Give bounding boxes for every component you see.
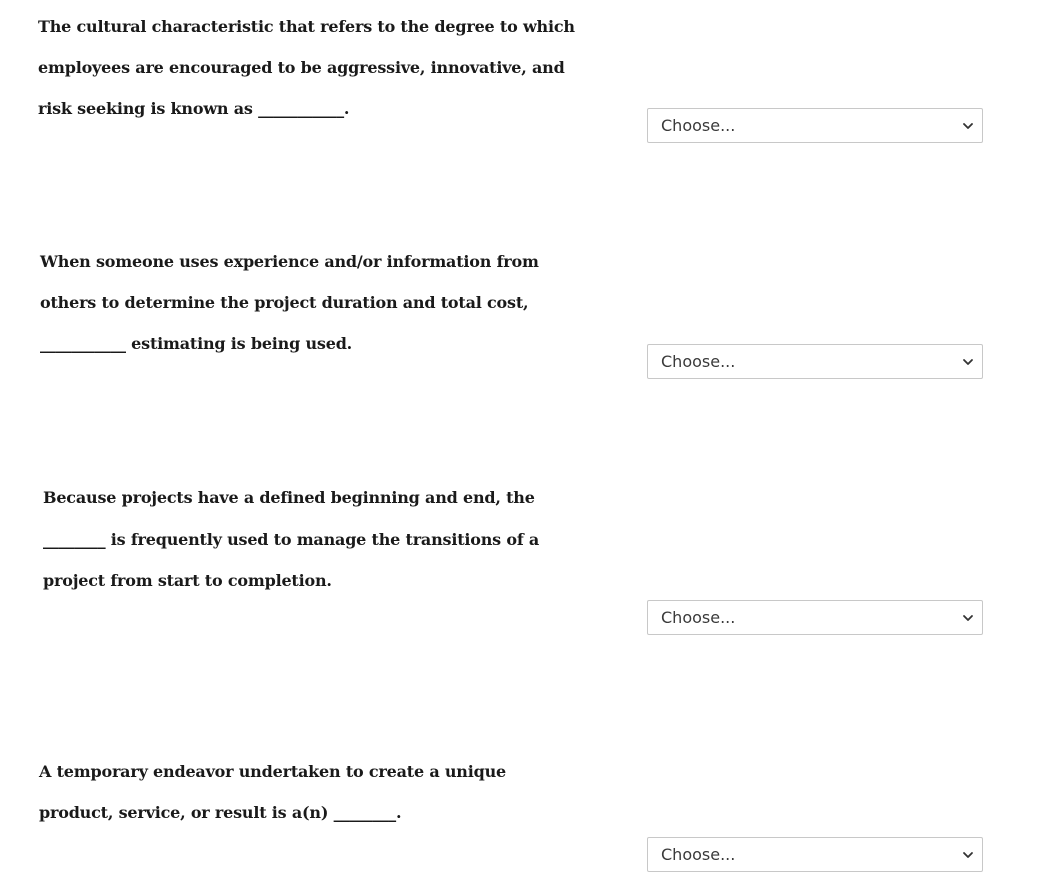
chevron-down-icon [962, 356, 974, 368]
question-3-answer-select[interactable] [647, 600, 983, 635]
question-4-line-1: A temporary endeavor undertaken to create a unique [39, 762, 507, 781]
question-3-line-3: project from start to completion. [43, 571, 332, 590]
question-4-select-value: Choose... [661, 845, 736, 864]
question-1-line-3: risk seeking is known as ___________. [38, 99, 350, 118]
question-1-select-value: Choose... [661, 116, 736, 135]
question-3-line-1: Because projects have a defined beginning and end, the [43, 488, 535, 507]
question-1-line-1: The cultural characteristic that refers to the degree to which [38, 17, 575, 36]
question-1-answer-select[interactable] [647, 108, 983, 143]
question-4-line-2: product, service, or result is a(n) ________. [39, 803, 402, 822]
question-2-select-value: Choose... [661, 352, 736, 371]
question-3-select-value: Choose... [661, 608, 736, 627]
question-2-line-3: ___________ estimating is being used. [40, 334, 353, 353]
question-4-answer-select[interactable] [647, 837, 983, 872]
question-3-line-2: ________ is frequently used to manage the transitions of a [43, 530, 540, 549]
question-2-line-2: others to determine the project duration and total cost, [40, 293, 529, 312]
question-2-line-1: When someone uses experience and/or information from [40, 252, 539, 271]
chevron-down-icon [962, 120, 974, 132]
question-2-answer-select[interactable] [647, 344, 983, 379]
chevron-down-icon [962, 849, 974, 861]
question-1-line-2: employees are encouraged to be aggressive, innovative, and [38, 58, 565, 77]
chevron-down-icon [962, 612, 974, 624]
